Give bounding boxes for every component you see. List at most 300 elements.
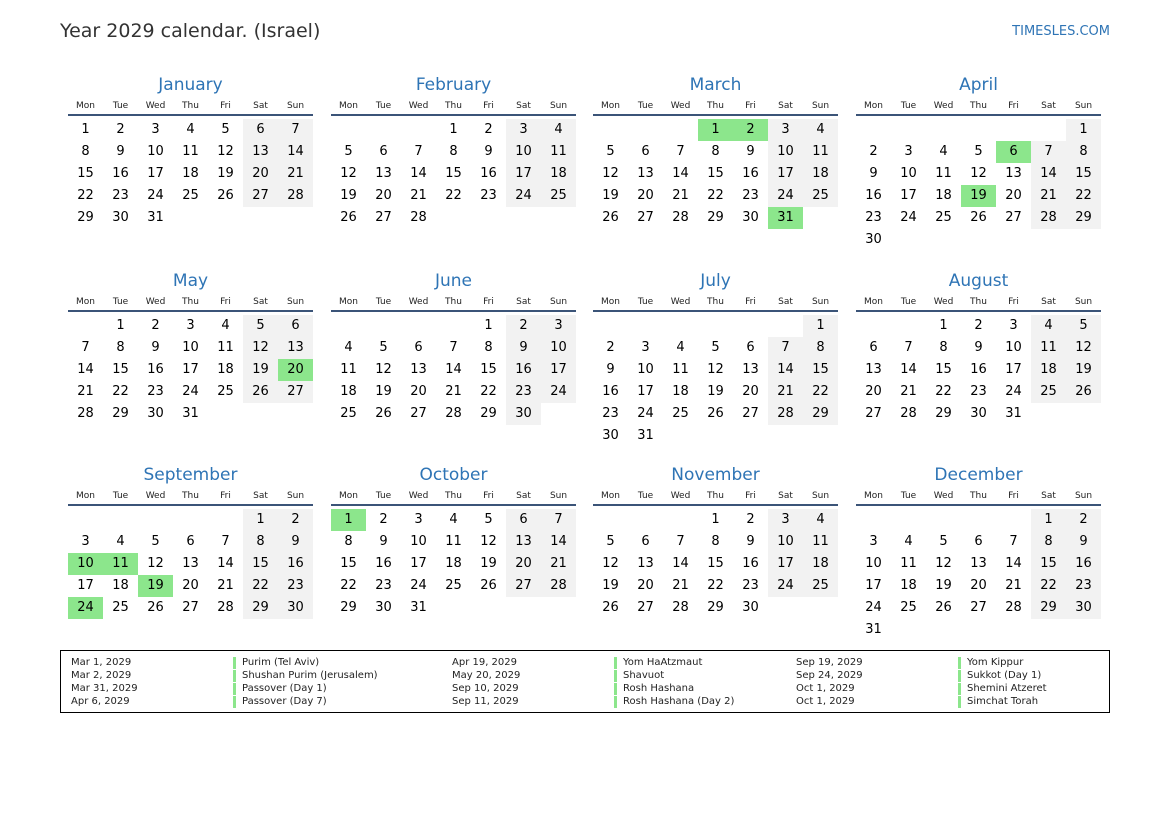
legend-date: May 20, 2029 — [452, 670, 521, 681]
day-cell: 30 — [112, 210, 129, 225]
day-cell: 31 — [637, 428, 654, 443]
empty-cell — [996, 509, 1031, 531]
day-grid — [68, 119, 313, 229]
holiday-day-cell: 2 — [733, 119, 768, 141]
day-cell: 18 — [803, 553, 838, 575]
day-cell: 6 — [974, 534, 983, 549]
empty-cell — [891, 315, 926, 337]
day-cell: 21 — [1031, 185, 1066, 207]
weekday-label: Sun — [286, 491, 305, 501]
day-cell: 21 — [1005, 578, 1022, 593]
day-cell: 12 — [970, 166, 987, 181]
day-cell: 25 — [445, 578, 462, 593]
day-cell: 20 — [637, 188, 654, 203]
weekday-label: Mon — [864, 101, 883, 111]
day-cell: 14 — [410, 166, 427, 181]
day-cell: 20 — [865, 384, 882, 399]
month-november — [593, 462, 838, 619]
day-cell: 12 — [602, 556, 619, 571]
day-cell: 4 — [803, 509, 838, 531]
day-cell: 18 — [112, 578, 129, 593]
day-cell: 22 — [243, 575, 278, 597]
legend-date: Apr 19, 2029 — [452, 657, 518, 668]
day-cell: 18 — [803, 163, 838, 185]
empty-cell — [68, 315, 103, 337]
empty-cell — [926, 119, 961, 141]
day-cell: 27 — [637, 600, 654, 615]
weekday-label: Thu — [182, 101, 199, 111]
day-cell: 26 — [707, 406, 724, 421]
day-cell: 16 — [970, 362, 987, 377]
day-cell: 27 — [637, 210, 654, 225]
day-cell: 16 — [480, 166, 497, 181]
day-cell: 19 — [935, 578, 952, 593]
weekday-label: Thu — [445, 491, 462, 501]
weekday-label: Sun — [549, 101, 568, 111]
day-cell: 18 — [541, 163, 576, 185]
day-cell: 1 — [711, 512, 720, 527]
day-cell: 4 — [449, 512, 458, 527]
legend-holiday-name: Yom HaAtzmaut — [614, 657, 702, 669]
day-cell: 23 — [147, 384, 164, 399]
day-cell: 24 — [506, 185, 541, 207]
day-cell: 15 — [803, 359, 838, 381]
month-january — [68, 72, 313, 229]
day-cell: 24 — [182, 384, 199, 399]
empty-cell — [856, 315, 891, 337]
weekday-label: Sun — [286, 101, 305, 111]
day-cell: 10 — [182, 340, 199, 355]
weekday-label: Sat — [778, 297, 793, 307]
day-cell: 16 — [278, 553, 313, 575]
day-cell: 27 — [182, 600, 199, 615]
weekday-header — [331, 294, 576, 312]
day-cell: 12 — [243, 337, 278, 359]
weekday-label: Thu — [707, 297, 724, 307]
day-cell: 31 — [147, 210, 164, 225]
weekday-label: Tue — [375, 491, 392, 501]
empty-cell — [401, 315, 436, 337]
weekday-label: Sat — [253, 491, 268, 501]
weekday-label: Sat — [778, 491, 793, 501]
day-cell: 3 — [186, 318, 195, 333]
day-cell: 10 — [637, 362, 654, 377]
day-cell: 26 — [243, 381, 278, 403]
day-cell: 5 — [151, 534, 160, 549]
day-cell: 1 — [116, 318, 125, 333]
holiday-day-cell: 19 — [138, 575, 173, 597]
day-cell: 20 — [1005, 188, 1022, 203]
day-cell: 18 — [1031, 359, 1066, 381]
day-cell: 6 — [379, 144, 388, 159]
day-cell: 15 — [112, 362, 129, 377]
weekday-label: Sun — [286, 297, 305, 307]
day-cell: 28 — [445, 406, 462, 421]
empty-cell — [331, 315, 366, 337]
day-cell: 10 — [900, 166, 917, 181]
day-cell: 8 — [1031, 531, 1066, 553]
holiday-day-cell: 6 — [996, 141, 1031, 163]
weekday-label: Sun — [549, 491, 568, 501]
day-cell: 3 — [81, 534, 90, 549]
day-cell: 22 — [1066, 185, 1101, 207]
day-cell: 26 — [1066, 381, 1101, 403]
day-cell: 28 — [900, 406, 917, 421]
day-cell: 28 — [1031, 207, 1066, 229]
day-cell: 21 — [672, 188, 689, 203]
weekday-label: Mon — [339, 297, 358, 307]
day-cell: 16 — [375, 556, 392, 571]
weekday-label: Fri — [220, 491, 231, 501]
day-cell: 25 — [935, 210, 952, 225]
day-cell: 17 — [410, 556, 427, 571]
day-cell: 20 — [506, 553, 541, 575]
day-cell: 30 — [506, 403, 541, 425]
day-cell: 24 — [147, 188, 164, 203]
day-cell: 10 — [410, 534, 427, 549]
month-name: March — [689, 75, 742, 95]
day-cell: 17 — [77, 578, 94, 593]
day-cell: 17 — [182, 362, 199, 377]
weekday-label: Thu — [970, 297, 987, 307]
weekday-header — [593, 98, 838, 116]
legend-holiday-name: Rosh Hashana — [614, 683, 694, 695]
empty-cell — [208, 509, 243, 531]
day-cell: 27 — [375, 210, 392, 225]
day-cell: 5 — [939, 534, 948, 549]
weekday-label: Tue — [375, 101, 392, 111]
site-link[interactable]: TIMESLES.COM — [1012, 24, 1110, 39]
holiday-day-cell: 20 — [278, 359, 313, 381]
day-grid — [331, 315, 576, 425]
day-cell: 6 — [641, 534, 650, 549]
day-cell: 31 — [1005, 406, 1022, 421]
day-cell: 5 — [606, 534, 615, 549]
day-cell: 5 — [711, 340, 720, 355]
day-cell: 2 — [116, 122, 125, 137]
day-cell: 11 — [445, 534, 462, 549]
day-cell: 21 — [900, 384, 917, 399]
day-cell: 8 — [116, 340, 125, 355]
day-cell: 22 — [935, 384, 952, 399]
weekday-header — [331, 488, 576, 506]
day-cell: 1 — [449, 122, 458, 137]
day-cell: 21 — [541, 553, 576, 575]
day-cell: 1 — [803, 315, 838, 337]
day-cell: 28 — [77, 406, 94, 421]
day-cell: 12 — [147, 556, 164, 571]
day-grid — [68, 509, 313, 619]
weekday-label: Thu — [182, 491, 199, 501]
day-cell: 2 — [379, 512, 388, 527]
day-cell: 14 — [77, 362, 94, 377]
day-cell: 10 — [541, 337, 576, 359]
weekday-label: Fri — [1008, 491, 1019, 501]
day-cell: 8 — [939, 340, 948, 355]
day-cell: 2 — [278, 509, 313, 531]
day-grid — [593, 119, 838, 229]
day-cell: 12 — [480, 534, 497, 549]
day-cell: 13 — [375, 166, 392, 181]
day-cell: 7 — [221, 534, 230, 549]
empty-cell — [401, 119, 436, 141]
empty-cell — [593, 509, 628, 531]
day-cell: 13 — [1005, 166, 1022, 181]
weekday-label: Mon — [76, 491, 95, 501]
day-cell: 26 — [935, 600, 952, 615]
weekday-label: Fri — [483, 297, 494, 307]
day-cell: 30 — [742, 210, 759, 225]
day-cell: 21 — [768, 381, 803, 403]
weekday-label: Thu — [707, 491, 724, 501]
weekday-header — [68, 294, 313, 312]
day-cell: 19 — [375, 384, 392, 399]
legend-date: Sep 11, 2029 — [452, 696, 519, 707]
day-cell: 30 — [742, 600, 759, 615]
day-cell: 5 — [484, 512, 493, 527]
day-cell: 15 — [1031, 553, 1066, 575]
day-cell: 24 — [1005, 384, 1022, 399]
legend-date: Sep 10, 2029 — [452, 683, 519, 694]
day-cell: 27 — [865, 406, 882, 421]
day-cell: 25 — [803, 575, 838, 597]
weekday-label: Sat — [1041, 101, 1056, 111]
empty-cell — [68, 509, 103, 531]
day-cell: 6 — [278, 315, 313, 337]
day-cell: 27 — [278, 381, 313, 403]
day-cell: 3 — [904, 144, 913, 159]
day-cell: 7 — [81, 340, 90, 355]
empty-cell — [961, 509, 996, 531]
day-cell: 10 — [147, 144, 164, 159]
weekday-label: Wed — [408, 297, 429, 307]
month-july — [593, 268, 838, 447]
legend-date: Mar 1, 2029 — [71, 657, 132, 668]
weekday-label: Fri — [220, 101, 231, 111]
legend-holiday-name: Purim (Tel Aviv) — [233, 657, 319, 669]
weekday-label: Wed — [145, 491, 166, 501]
day-cell: 28 — [1005, 600, 1022, 615]
empty-cell — [593, 119, 628, 141]
day-cell: 23 — [742, 188, 759, 203]
empty-cell — [628, 315, 663, 337]
day-cell: 3 — [641, 340, 650, 355]
day-cell: 23 — [1066, 575, 1101, 597]
weekday-label: Sat — [516, 297, 531, 307]
day-cell: 2 — [1066, 509, 1101, 531]
day-cell: 3 — [768, 119, 803, 141]
legend-date: Oct 1, 2029 — [796, 683, 855, 694]
day-cell: 4 — [221, 318, 230, 333]
weekday-label: Mon — [864, 297, 883, 307]
day-cell: 22 — [77, 188, 94, 203]
legend-holiday-name: Passover (Day 7) — [233, 696, 327, 708]
day-cell: 22 — [1031, 575, 1066, 597]
day-cell: 8 — [344, 534, 353, 549]
weekday-label: Fri — [1008, 297, 1019, 307]
day-cell: 18 — [935, 188, 952, 203]
day-cell: 3 — [768, 509, 803, 531]
legend-date: Oct 1, 2029 — [796, 696, 855, 707]
day-grid — [68, 315, 313, 425]
day-cell: 23 — [970, 384, 987, 399]
day-cell: 9 — [606, 362, 615, 377]
day-cell: 23 — [278, 575, 313, 597]
day-cell: 2 — [151, 318, 160, 333]
day-cell: 16 — [742, 556, 759, 571]
empty-cell — [663, 315, 698, 337]
month-february — [331, 72, 576, 229]
day-cell: 7 — [541, 509, 576, 531]
legend-holiday-name: Shushan Purim (Jerusalem) — [233, 670, 378, 682]
day-cell: 10 — [768, 141, 803, 163]
month-october — [331, 462, 576, 619]
day-cell: 20 — [637, 578, 654, 593]
empty-cell — [103, 509, 138, 531]
day-grid — [593, 509, 838, 619]
day-cell: 28 — [217, 600, 234, 615]
holiday-day-cell: 24 — [68, 597, 103, 619]
holiday-day-cell: 11 — [103, 553, 138, 575]
day-cell: 25 — [217, 384, 234, 399]
day-cell: 25 — [182, 188, 199, 203]
day-cell: 21 — [77, 384, 94, 399]
weekday-label: Wed — [933, 491, 954, 501]
day-cell: 30 — [865, 232, 882, 247]
day-cell: 11 — [182, 144, 199, 159]
legend-date: Sep 19, 2029 — [796, 657, 863, 668]
day-cell: 17 — [506, 163, 541, 185]
weekday-header — [856, 98, 1101, 116]
day-cell: 12 — [340, 166, 357, 181]
day-cell: 5 — [606, 144, 615, 159]
weekday-label: Tue — [375, 297, 392, 307]
day-cell: 30 — [970, 406, 987, 421]
day-cell: 6 — [746, 340, 755, 355]
month-name: July — [700, 271, 731, 291]
weekday-header — [331, 98, 576, 116]
day-cell: 16 — [1066, 553, 1101, 575]
legend-holiday-name: Shavuot — [614, 670, 664, 682]
weekday-label: Fri — [483, 491, 494, 501]
day-cell: 20 — [970, 578, 987, 593]
weekday-label: Fri — [745, 101, 756, 111]
day-cell: 2 — [606, 340, 615, 355]
day-cell: 31 — [182, 406, 199, 421]
day-cell: 29 — [340, 600, 357, 615]
day-cell: 22 — [340, 578, 357, 593]
day-cell: 29 — [112, 406, 129, 421]
day-cell: 4 — [676, 340, 685, 355]
day-cell: 25 — [1031, 381, 1066, 403]
empty-cell — [891, 509, 926, 531]
day-cell: 3 — [414, 512, 423, 527]
weekday-header — [856, 294, 1101, 312]
weekday-header — [593, 294, 838, 312]
day-cell: 29 — [803, 403, 838, 425]
day-cell: 16 — [865, 188, 882, 203]
day-cell: 5 — [1066, 315, 1101, 337]
day-cell: 22 — [445, 188, 462, 203]
day-cell: 28 — [541, 575, 576, 597]
day-cell: 27 — [410, 406, 427, 421]
day-cell: 20 — [375, 188, 392, 203]
day-cell: 6 — [869, 340, 878, 355]
day-cell: 12 — [602, 166, 619, 181]
day-cell: 8 — [243, 531, 278, 553]
day-cell: 13 — [637, 166, 654, 181]
day-cell: 26 — [375, 406, 392, 421]
day-cell: 23 — [375, 578, 392, 593]
day-cell: 22 — [707, 578, 724, 593]
day-cell: 27 — [742, 406, 759, 421]
day-cell: 23 — [865, 210, 882, 225]
empty-cell — [856, 509, 891, 531]
weekday-label: Fri — [1008, 101, 1019, 111]
day-cell: 8 — [803, 337, 838, 359]
day-cell: 29 — [707, 600, 724, 615]
day-cell: 26 — [970, 210, 987, 225]
month-name: October — [419, 465, 488, 485]
day-cell: 8 — [449, 144, 458, 159]
day-cell: 14 — [672, 166, 689, 181]
day-cell: 21 — [672, 578, 689, 593]
weekday-label: Sat — [253, 297, 268, 307]
day-cell: 10 — [506, 141, 541, 163]
day-cell: 11 — [935, 166, 952, 181]
weekday-label: Thu — [970, 491, 987, 501]
day-cell: 5 — [974, 144, 983, 159]
weekday-label: Wed — [408, 491, 429, 501]
day-cell: 23 — [112, 188, 129, 203]
legend-holiday-name: Simchat Torah — [958, 696, 1038, 708]
weekday-label: Sat — [253, 101, 268, 111]
day-cell: 5 — [243, 315, 278, 337]
day-cell: 24 — [900, 210, 917, 225]
weekday-label: Wed — [933, 101, 954, 111]
day-cell: 10 — [768, 531, 803, 553]
day-cell: 13 — [243, 141, 278, 163]
day-cell: 26 — [340, 210, 357, 225]
day-cell: 17 — [865, 578, 882, 593]
day-cell: 21 — [217, 578, 234, 593]
day-cell: 13 — [278, 337, 313, 359]
month-name: November — [671, 465, 760, 485]
day-cell: 2 — [974, 318, 983, 333]
month-name: April — [959, 75, 998, 95]
weekday-label: Tue — [637, 297, 654, 307]
month-june — [331, 268, 576, 425]
day-cell: 14 — [445, 362, 462, 377]
empty-cell — [1031, 119, 1066, 141]
month-name: August — [948, 271, 1009, 291]
day-cell: 30 — [1066, 597, 1101, 619]
day-cell: 14 — [541, 531, 576, 553]
day-cell: 11 — [900, 556, 917, 571]
day-cell: 7 — [278, 119, 313, 141]
weekday-label: Mon — [76, 297, 95, 307]
weekday-label: Tue — [112, 101, 129, 111]
weekday-label: Sun — [811, 491, 830, 501]
empty-cell — [366, 315, 401, 337]
day-cell: 17 — [147, 166, 164, 181]
day-cell: 24 — [541, 381, 576, 403]
weekday-label: Mon — [339, 491, 358, 501]
empty-cell — [628, 509, 663, 531]
weekday-label: Wed — [670, 297, 691, 307]
month-december — [856, 462, 1101, 641]
day-cell: 12 — [375, 362, 392, 377]
